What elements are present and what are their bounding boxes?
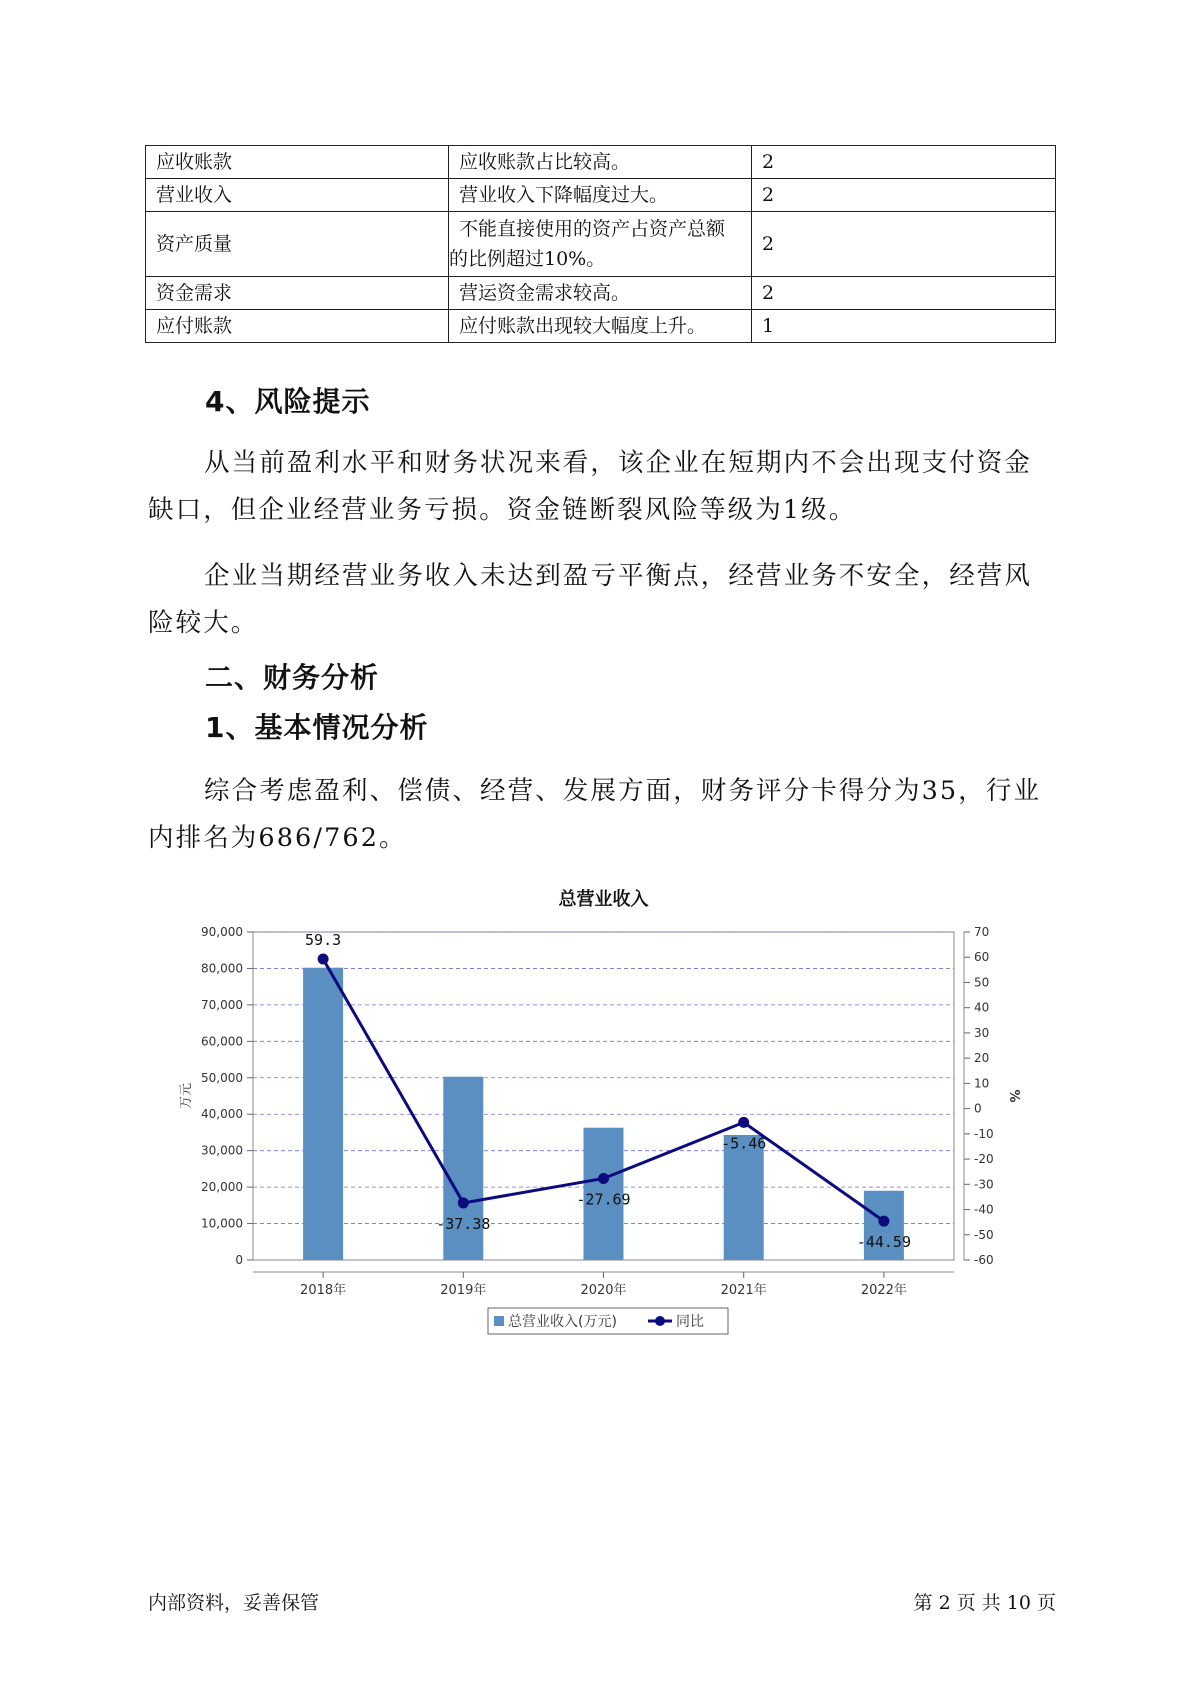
y-tick-label: 40,000 bbox=[201, 1107, 243, 1122]
risk-item-cell: 应收账款 bbox=[146, 146, 449, 179]
y2-tick-label: 0 bbox=[974, 1101, 982, 1116]
y2-tick-label: -40 bbox=[974, 1202, 994, 1217]
risk-score-cell: 1 bbox=[752, 310, 1056, 343]
yoy-point bbox=[738, 1117, 749, 1128]
y2-tick-label: -20 bbox=[974, 1152, 994, 1167]
x-tick-label: 2020年 bbox=[580, 1283, 627, 1298]
risk-table-row bbox=[146, 277, 1056, 310]
y2-tick-label: -60 bbox=[974, 1253, 994, 1267]
risk-desc-cell: 营业收入下降幅度过大。 bbox=[449, 179, 752, 212]
risk-score-cell: 2 bbox=[752, 179, 1056, 212]
footer-page-number: 第 2 页 共 10 页 bbox=[913, 1592, 1056, 1614]
risk-table-row bbox=[146, 146, 1056, 179]
yoy-data-label: -44.59 bbox=[856, 1233, 911, 1252]
x-tick-label: 2022年 bbox=[860, 1283, 907, 1298]
y2-tick-label: -30 bbox=[974, 1177, 994, 1192]
risk-table-row bbox=[146, 179, 1056, 212]
y2-tick-label: 50 bbox=[974, 975, 990, 990]
risk-table-body bbox=[146, 146, 1056, 343]
y-tick-label: 50,000 bbox=[201, 1070, 243, 1085]
yoy-point bbox=[318, 953, 329, 964]
revenue-chart bbox=[160, 880, 1040, 1350]
x-tick-label: 2021年 bbox=[720, 1283, 767, 1298]
x-tick-label: 2018年 bbox=[300, 1283, 347, 1298]
risk-score-cell: 2 bbox=[752, 277, 1056, 310]
risk-item-cell: 营业收入 bbox=[146, 179, 449, 212]
footer-confidential: 内部资料，妥善保管 bbox=[148, 1592, 320, 1614]
legend-line-marker bbox=[655, 1316, 665, 1326]
risk-item-cell: 资金需求 bbox=[146, 277, 449, 310]
risk-table bbox=[145, 145, 1056, 343]
y-tick-label: 30,000 bbox=[201, 1143, 243, 1158]
yoy-data-label: -27.69 bbox=[576, 1190, 631, 1209]
y2-tick-label: 10 bbox=[974, 1076, 990, 1091]
legend-bar-swatch bbox=[494, 1316, 504, 1326]
y-tick-label: 60,000 bbox=[201, 1034, 243, 1049]
y-tick-label: 10,000 bbox=[201, 1216, 243, 1231]
legend-line-label: 同比 bbox=[676, 1314, 704, 1330]
y2-tick-label: 20 bbox=[974, 1051, 990, 1066]
risk-desc-cell: 不能直接使用的资产占资产总额的比例超过10%。 bbox=[449, 212, 752, 277]
yoy-point bbox=[458, 1197, 469, 1208]
y2-tick-label: -50 bbox=[974, 1227, 994, 1242]
risk-desc-cell: 营运资金需求较高。 bbox=[449, 277, 752, 310]
risk-paragraph-2: 企业当期经营业务收入未达到盈亏平衡点，经营业务不安全，经营风险较大。 bbox=[148, 561, 1033, 638]
y-tick-label: 20,000 bbox=[201, 1180, 243, 1195]
risk-table-row bbox=[146, 310, 1056, 343]
basic-analysis-paragraph: 综合考虑盈利、偿债、经营、发展方面，财务评分卡得分为35，行业内排名为686/762。 bbox=[148, 776, 1042, 853]
y-tick-label: 90,000 bbox=[201, 925, 243, 939]
x-tick-label: 2019年 bbox=[440, 1283, 487, 1298]
chart-title: 总营业收入 bbox=[558, 889, 649, 910]
y2-tick-label: 40 bbox=[974, 1000, 990, 1015]
risk-desc-cell: 应收账款占比较高。 bbox=[449, 146, 752, 179]
risk-desc-cell: 应付账款出现较大幅度上升。 bbox=[449, 310, 752, 343]
y2-tick-label: 30 bbox=[974, 1025, 990, 1040]
yoy-point bbox=[598, 1173, 609, 1184]
yoy-data-label: -37.38 bbox=[436, 1214, 491, 1233]
y-axis-label: 万元 bbox=[179, 1082, 194, 1110]
yoy-data-label: -5.46 bbox=[721, 1134, 767, 1153]
y-tick-label: 80,000 bbox=[201, 961, 243, 976]
legend-bar-label: 总营业收入(万元) bbox=[508, 1314, 617, 1330]
risk-score-cell: 2 bbox=[752, 212, 1056, 277]
basic-analysis-title: 1、基本情况分析 bbox=[205, 711, 429, 744]
y2-tick-label: 70 bbox=[974, 925, 990, 939]
risk-paragraph-1: 从当前盈利水平和财务状况来看，该企业在短期内不会出现支付资金缺口，但企业经营业务亏损。资金链断裂风险等级为1级。 bbox=[148, 448, 1033, 525]
revenue-bar bbox=[724, 1135, 764, 1260]
y-tick-label: 70,000 bbox=[201, 997, 243, 1012]
risk-item-cell: 应付账款 bbox=[146, 310, 449, 343]
finance-section-title: 二、财务分析 bbox=[205, 661, 380, 694]
risk-score-cell: 2 bbox=[752, 146, 1056, 179]
risk-section-title: 4、风险提示 bbox=[205, 385, 371, 418]
y-tick-label: 0 bbox=[235, 1253, 243, 1267]
revenue-bar bbox=[303, 968, 343, 1260]
yoy-point bbox=[878, 1216, 889, 1227]
risk-item-cell: 资产质量 bbox=[146, 212, 449, 277]
y2-tick-label: 60 bbox=[974, 950, 990, 965]
y2-axis-label: % bbox=[1006, 1089, 1021, 1103]
risk-table-row bbox=[146, 212, 1056, 277]
yoy-data-label: 59.3 bbox=[305, 930, 342, 949]
y2-tick-label: -10 bbox=[974, 1126, 994, 1141]
